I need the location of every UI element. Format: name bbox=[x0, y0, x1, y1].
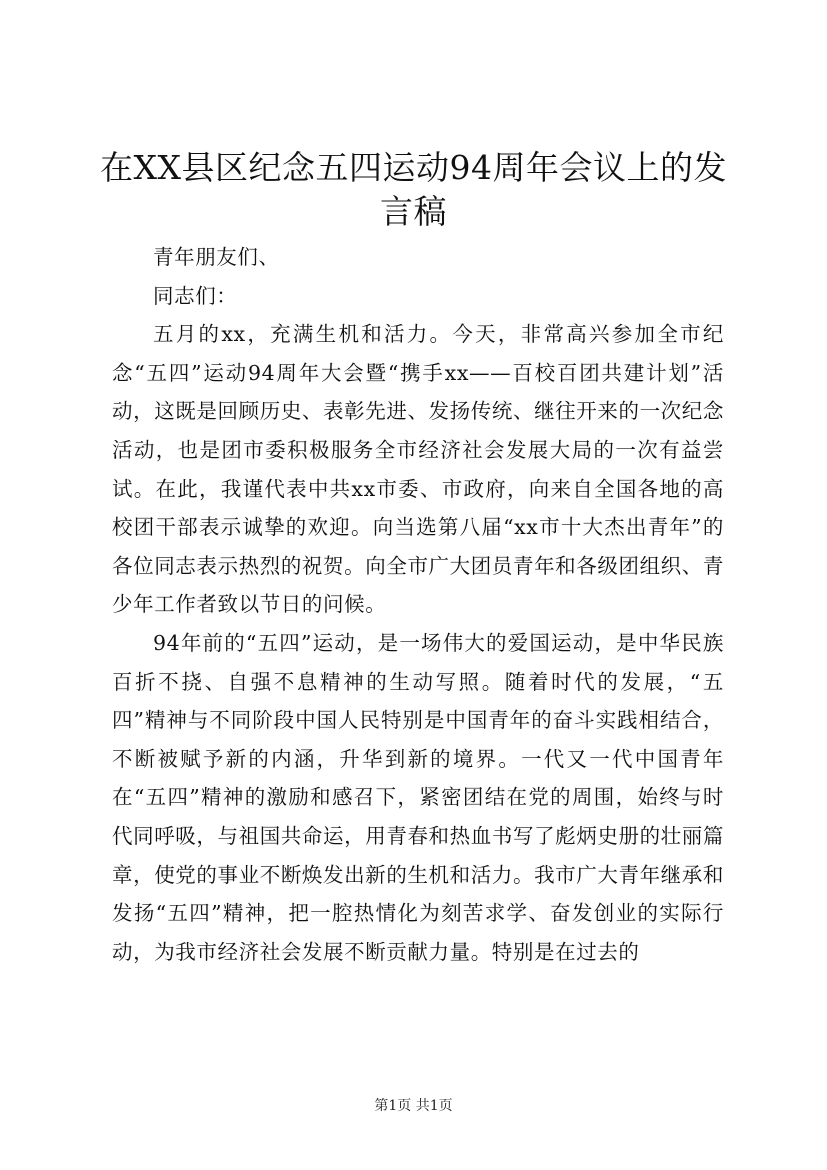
paragraph-opening: 五月的xx，充满生机和活力。今天，非常高兴参加全市纪念“五四”运动94周年大会暨“携手xx——百校百团共建计划”活动，这既是回顾历史、表彰先进、发扬传统、继往开来的一次纪念活动，也是团市委积极服务全市经济社会发展大局的一次有益尝试。在此，我谨代表中共xx市委、市政府，向来自全国各地的高校团干部表示诚挚的欢迎。向当选第八届“xx市十大杰出青年”的各位同志表示热烈的祝贺。向全市广大团员青年和各级团组织、青少年工作者致以节日的问候。 bbox=[112, 322, 724, 617]
paragraph-salutation-2: 同志们： bbox=[153, 283, 238, 308]
document-title: 在XX县区纪念五四运动94周年会议上的发言稿 bbox=[100, 148, 727, 231]
document-body bbox=[112, 238, 724, 971]
paragraph-salutation-1: 青年朋友们、 bbox=[153, 245, 280, 269]
page-footer: 第1页 共1页 bbox=[374, 1098, 453, 1114]
paragraph-history: 94年前的“五四”运动，是一场伟大的爱国运动，是中华民族百折不挠、自强不息精神的生动写照。随着时代的发展，“五四”精神与不同阶段中国人民特别是中国青年的奋斗实践相结合，不断被赋予新的内涵，升华到新的境界。一代又一代中国青年在“五四”精神的激励和感召下，紧密团结在党的周围，始终与时代同呼吸，与祖国共命运，用青春和热血书写了彪炳史册的壮丽篇章，使党的事业不断焕发出新的生机和活力。我市广大青年继承和发扬“五四”精神，把一腔热情化为刻苦求学、奋发创业的实际行动，为我市经济社会发展不断贡献力量。特别是在过去的 bbox=[112, 630, 724, 964]
